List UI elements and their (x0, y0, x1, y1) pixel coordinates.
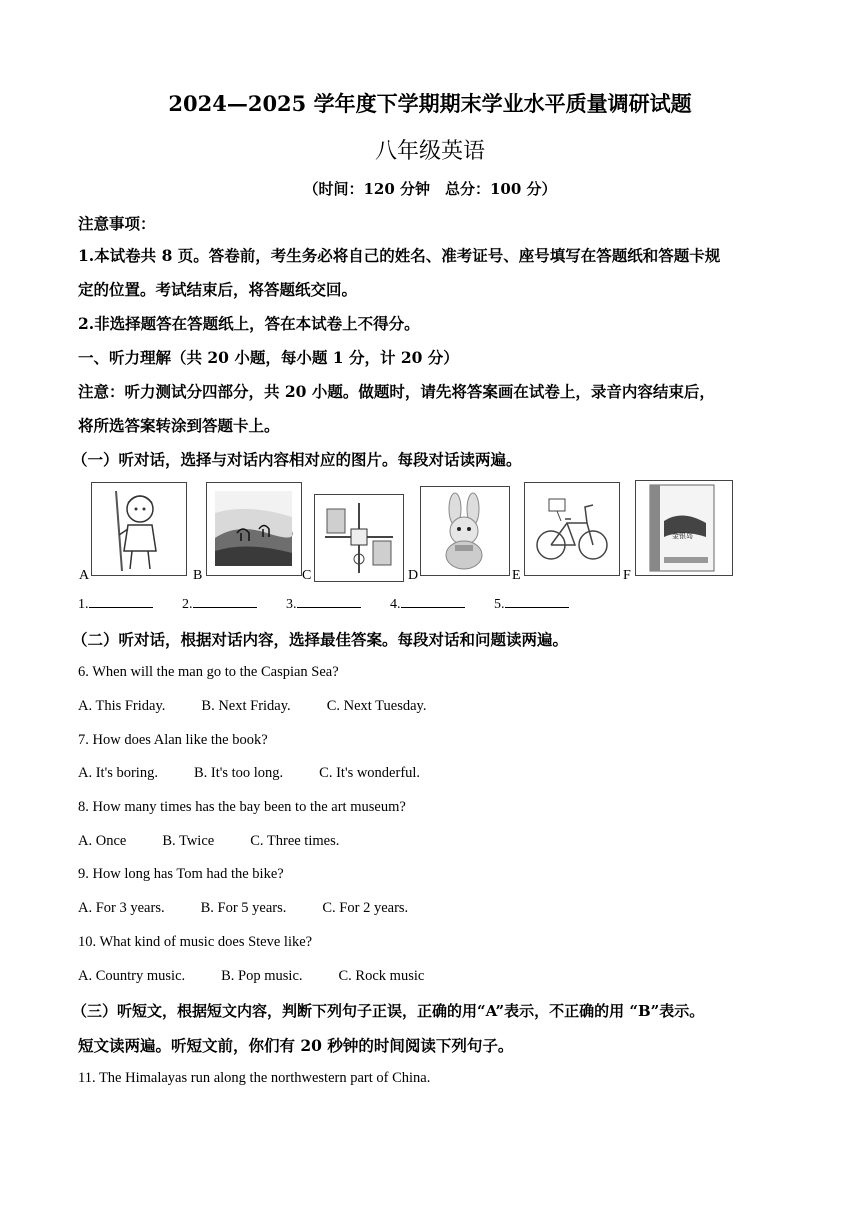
options-9 (78, 900, 810, 917)
section1-note-line1: 注意：听力测试分四部分，共 20 小题。做题时，请先将答案画在试卷上，录音内容结束后， (78, 382, 715, 401)
picture-e (524, 482, 620, 576)
boy-with-stick-icon (92, 483, 185, 574)
blank-3[interactable] (286, 596, 361, 613)
question-10: 10. What kind of music does Steve like? (78, 934, 313, 950)
option-7a[interactable]: A. It's boring. (78, 765, 158, 781)
camels-in-desert-icon (207, 483, 300, 574)
blank-number: 2. (182, 597, 193, 612)
option-10c[interactable]: C. Rock music (338, 968, 425, 984)
picture-label-f: F (623, 568, 631, 583)
picture-label-d: D (408, 568, 419, 583)
question-11: 11. The Himalayas run along the northwestern part of China. (78, 1070, 431, 1086)
option-6b[interactable]: B. Next Friday. (201, 698, 291, 714)
options-6 (78, 698, 810, 715)
options-8 (78, 833, 810, 850)
blank-number: 3. (286, 597, 297, 612)
question-6: 6. When will the man go to the Caspian Sea? (78, 664, 339, 680)
blank-number: 4. (390, 597, 401, 612)
question-8: 8. How many times has the bay been to the art museum? (78, 799, 406, 815)
blank-5[interactable] (494, 596, 569, 613)
space-station-icon (315, 495, 402, 580)
option-9c[interactable]: C. For 2 years. (322, 900, 409, 916)
blank-number: 1. (78, 597, 89, 612)
part3-heading-line1: （三）听短文，根据短文内容，判断下列句子正误，正确的用“A”表示，不正确的用 “B”表示。 (72, 1002, 705, 1020)
option-6c[interactable]: C. Next Tuesday. (326, 698, 427, 714)
blank-1[interactable] (78, 596, 153, 613)
option-6a[interactable]: A. This Friday. (78, 698, 166, 714)
picture-label-e: E (512, 568, 521, 583)
exam-time-info: （时间：120 分钟 总分：100 分） (303, 180, 557, 198)
picture-b (206, 482, 302, 576)
exam-subject: 八年级英语 (374, 139, 485, 164)
options-7 (78, 765, 810, 782)
exam-title: 2024—2025 学年度下学期期末学业水平质量调研试题 (168, 91, 692, 116)
part2-heading: （二）听对话，根据对话内容，选择最佳答案。每段对话和问题读两遍。 (72, 630, 569, 649)
option-9b[interactable]: B. For 5 years. (200, 900, 287, 916)
section1-note-line2: 将所选答案转涂到答题卡上。 (78, 416, 280, 435)
notice-item1-line1: 1.本试卷共 8 页。答卷前，考生务必将自己的姓名、准考证号、座号填写在答题纸和答题卡规 (78, 246, 721, 265)
blank-number: 5. (494, 597, 505, 612)
picture-d (420, 486, 510, 576)
blank-2[interactable] (182, 596, 257, 613)
option-7b[interactable]: B. It's too long. (193, 765, 284, 781)
option-8c[interactable]: C. Three times. (250, 833, 340, 849)
picture-a (91, 482, 187, 576)
bicycle-icon (525, 483, 618, 574)
picture-c (314, 494, 404, 582)
picture-label-b: B (193, 568, 203, 583)
book-cover-icon (636, 481, 731, 574)
picture-label-c: C (302, 568, 312, 583)
notice-heading: 注意事项： (78, 214, 156, 233)
book-cover-title: 金银岛 (672, 532, 693, 540)
part1-heading: （一）听对话，选择与对话内容相对应的图片。每段对话读两遍。 (72, 450, 522, 469)
question-7: 7. How does Alan like the book? (78, 732, 268, 748)
options-10 (78, 968, 810, 985)
picture-f (635, 480, 733, 576)
answer-blanks (78, 596, 595, 613)
notice-item1-line2: 定的位置。考试结束后，将答题纸交回。 (78, 280, 358, 299)
option-8a[interactable]: A. Once (78, 833, 127, 849)
option-9a[interactable]: A. For 3 years. (78, 900, 165, 916)
blank-4[interactable] (390, 596, 465, 613)
option-10a[interactable]: A. Country music. (78, 968, 186, 984)
picture-label-a: A (79, 568, 90, 583)
section1-heading: 一、听力理解（共 20 小题，每小题 1 分，计 20 分） (78, 348, 459, 367)
option-7c[interactable]: C. It's wonderful. (319, 765, 421, 781)
question-9: 9. How long has Tom had the bike? (78, 866, 284, 882)
notice-item2: 2.非选择题答在答题纸上，答在本试卷上不得分。 (78, 314, 420, 333)
toy-rabbit-icon (421, 487, 508, 574)
option-10b[interactable]: B. Pop music. (221, 968, 303, 984)
part3-heading-line2: 短文读两遍。听短文前，你们有 20 秒钟的时间阅读下列句子。 (78, 1036, 514, 1055)
option-8b[interactable]: B. Twice (162, 833, 215, 849)
